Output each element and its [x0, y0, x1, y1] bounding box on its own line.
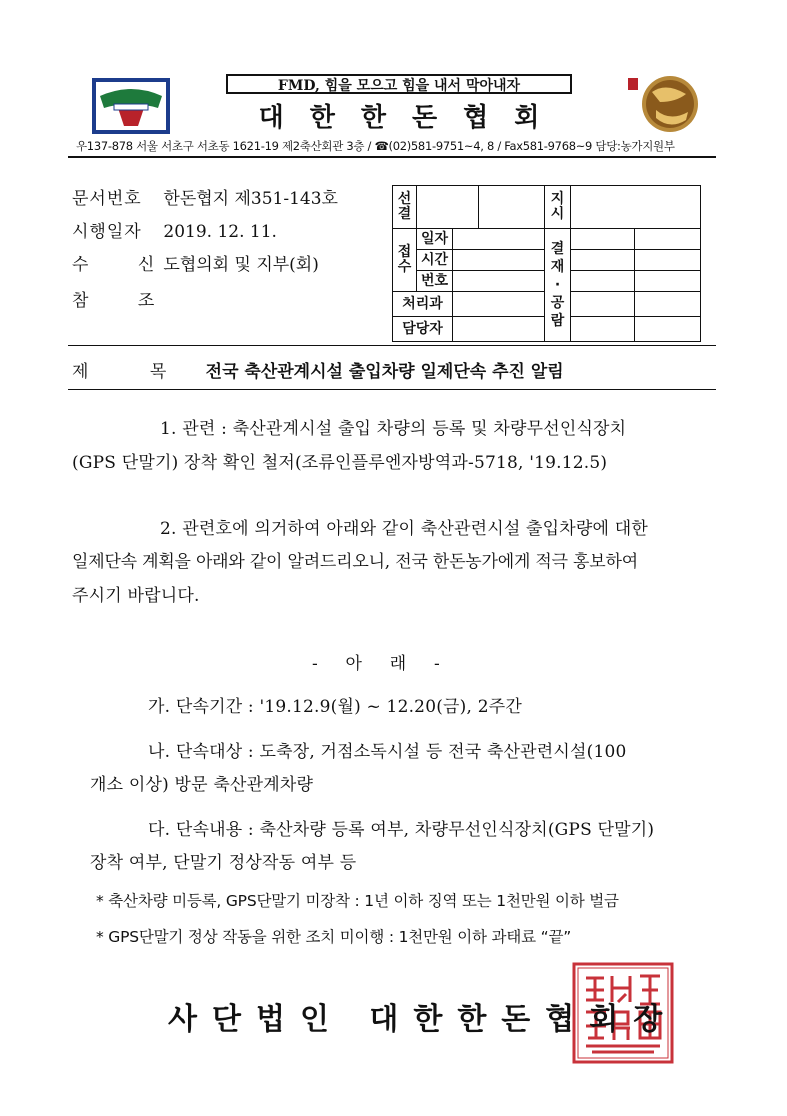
item-da-line-1: 다. 단속내용 : 축산차량 등록 여부, 차량무선인식장치(GPS 단말기) [148, 820, 655, 840]
review-cell [571, 292, 635, 317]
address-contact-line: 우137-878 서울 서초구 서초동 1621-19 제2축산회관 3층 / ☎(02)581-9751~4, 8 / Fax581-9768~9 담당:농가지원부 [76, 139, 675, 153]
approval-cell-person-label: 담당자 [393, 317, 453, 342]
instruction-cell [571, 186, 701, 229]
subject-divider-bottom [68, 389, 716, 390]
penalty-note-2: * GPS단말기 정상 작동을 위한 조치 미이행 : 1천만원 이하 과태료 “끝” [96, 928, 572, 946]
issue-date-row [72, 221, 277, 243]
penalty-note-1: * 축산차량 미등록, GPS단말기 미장착 : 1년 이하 징역 또는 1천만원 이하 벌금 [96, 892, 619, 910]
review-cell [571, 317, 635, 342]
item-da-line-2: 장착 여부, 단말기 정상작동 여부 등 [90, 853, 357, 873]
approval-cell-number-label: 번호 [417, 271, 453, 292]
document-number-row [72, 188, 338, 210]
approval-cell-date-label: 일자 [417, 229, 453, 250]
review-cell [571, 229, 635, 250]
item-na-line-2: 개소 이상) 방문 축산관계차량 [90, 775, 314, 795]
approval-cell-seon-gyeol: 선 결 [393, 186, 417, 229]
department-cell [453, 292, 545, 317]
document-number-label: 문서번호 [72, 189, 142, 209]
slogan-banner: FMD, 힘을 모으고 힘을 내서 막아내자 [226, 74, 572, 94]
approval-cell-time-label: 시간 [417, 250, 453, 271]
approval-cell [479, 186, 545, 229]
review-cell [635, 292, 701, 317]
header-divider [68, 156, 716, 158]
handon-brand-logo [626, 72, 702, 136]
receipt-time-cell [453, 250, 545, 271]
review-cell [571, 250, 635, 271]
approval-cell-jeop-su: 접 수 [393, 229, 417, 292]
recipient: 도협의회 및 지부(회) [163, 255, 319, 275]
issue-date: 2019. 12. 11. [163, 222, 277, 242]
subject-label: 제 목 [72, 362, 195, 382]
receipt-date-cell [453, 229, 545, 250]
organization-title: 대한한돈협회 [258, 103, 566, 133]
item-ga: 가. 단속기간 : '19.12.9(월) ~ 12.20(금), 2주간 [148, 697, 522, 717]
paragraph-2-line-1: 2. 관련호에 의거하여 아래와 같이 축산관련시설 출입차량에 대한 [160, 519, 649, 539]
approval-cell-ji-si: 지 시 [545, 186, 571, 229]
receipt-number-cell [453, 271, 545, 292]
paragraph-1-line-1: 1. 관련 : 축산관계시설 출입 차량의 등록 및 차량무선인식장치 [160, 419, 627, 439]
association-logo-left [92, 78, 170, 134]
item-na-line-1: 나. 단속대상 : 도축장, 거점소독시설 등 전국 축산관련시설(100 [148, 742, 627, 762]
approval-cell-department-label: 처리과 [393, 292, 453, 317]
approval-cell [417, 186, 479, 229]
subject-row [72, 360, 564, 384]
recipient-row [72, 254, 319, 276]
person-cell [453, 317, 545, 342]
paragraph-2-line-2: 일제단속 계획을 아래와 같이 알려드리오니, 전국 한돈농가에게 적극 홍보하여 [72, 552, 638, 572]
review-cell [635, 271, 701, 292]
approval-cell-review: 결 재 · 공 람 [545, 229, 571, 342]
reference-label: 참 조 [72, 291, 177, 311]
below-heading: - 아 래 - [312, 654, 440, 674]
subject-text: 전국 축산관계시설 출입차량 일제단속 추진 알림 [205, 362, 564, 382]
paragraph-1-line-2: (GPS 단말기) 장착 확인 철저(조류인플루엔자방역과-5718, '19.12.5) [72, 453, 608, 473]
review-cell [635, 229, 701, 250]
reference-row [72, 290, 177, 312]
document-number: 한돈협지 제351-143호 [163, 189, 338, 209]
issuer-signature: 사단법인 대한한돈협회장 [168, 1002, 678, 1037]
approval-stamp-table [392, 185, 701, 342]
review-cell [571, 271, 635, 292]
subject-divider-top [68, 345, 716, 346]
paragraph-2-line-3: 주시기 바랍니다. [72, 586, 200, 606]
review-cell [635, 317, 701, 342]
review-cell [635, 250, 701, 271]
issue-date-label: 시행일자 [72, 222, 142, 242]
recipient-label: 수 신 [72, 255, 177, 275]
